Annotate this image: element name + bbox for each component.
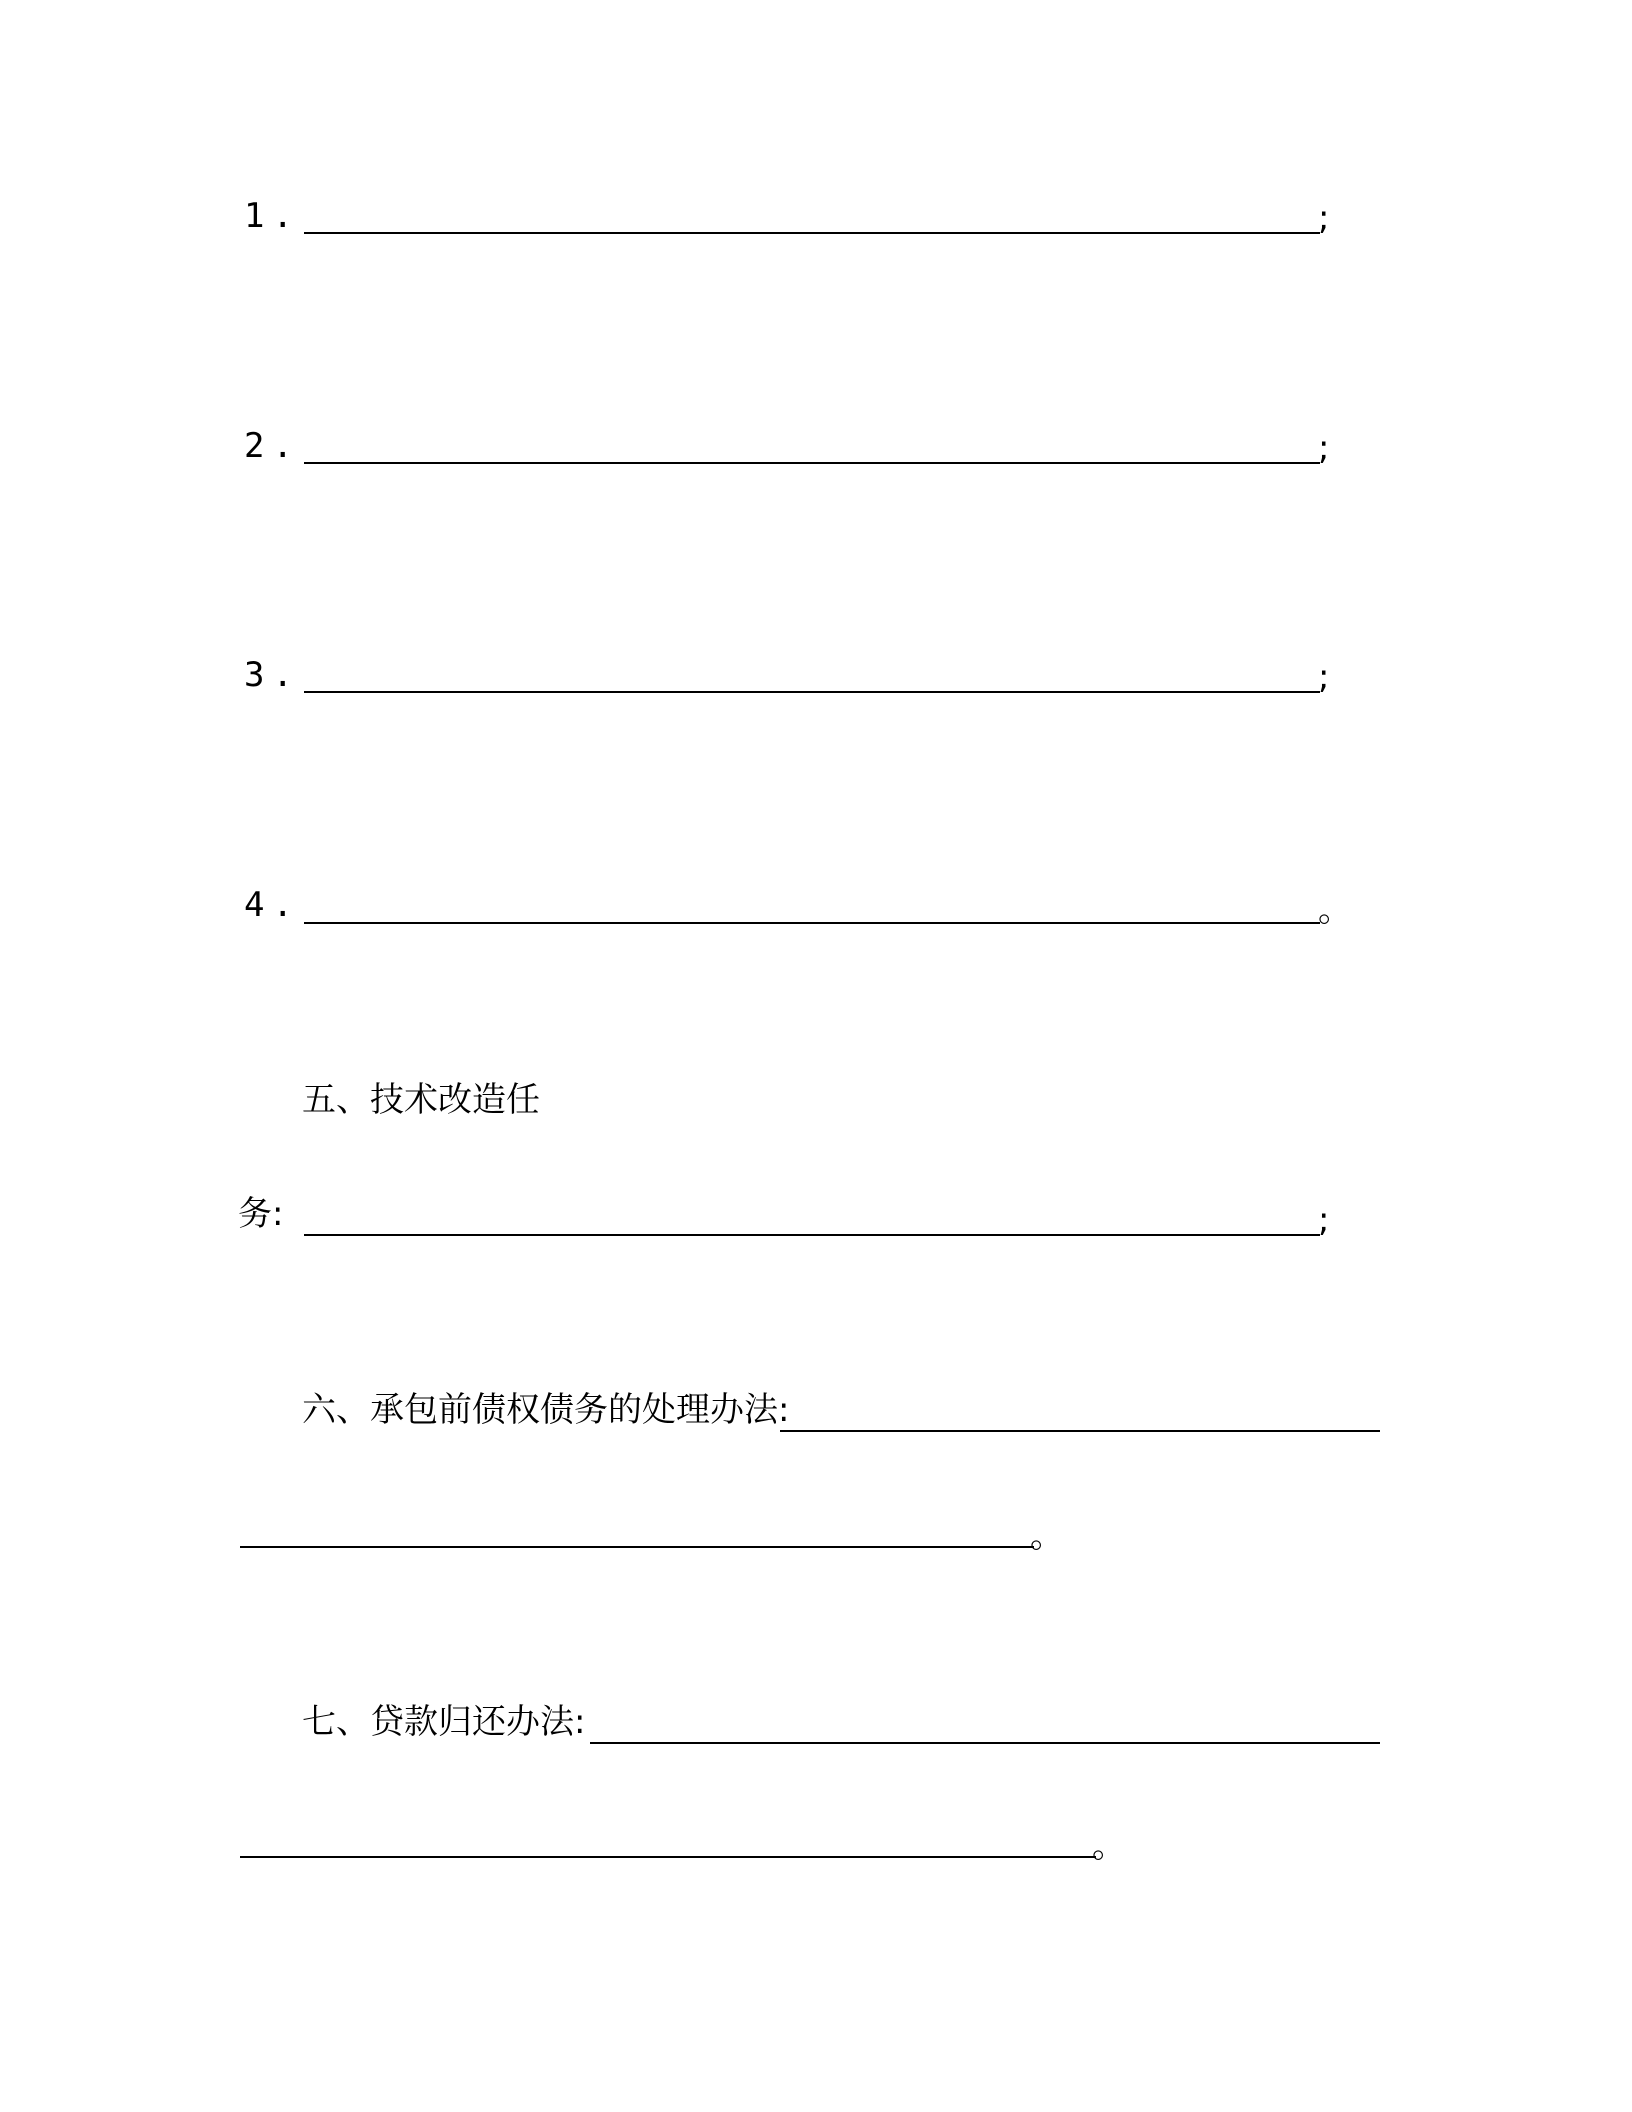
section-5-end-punct: ; (1318, 1200, 1330, 1240)
item-2-blank-line[interactable] (304, 462, 1320, 464)
item-4-end-punct: 。 (1318, 890, 1352, 930)
section-6-blank-line-1[interactable] (780, 1430, 1380, 1432)
section-6-blank-line-2[interactable] (240, 1546, 1034, 1548)
section-7-heading: 七、贷款归还办法: (302, 1702, 586, 1742)
item-2-number: 2. (244, 426, 301, 466)
section-5-blank-line[interactable] (304, 1234, 1320, 1236)
item-2-end-punct: ; (1318, 428, 1330, 468)
section-5-continuation: 务: (238, 1194, 284, 1234)
section-6-heading: 六、承包前债权债务的处理办法: (302, 1390, 790, 1430)
item-3-end-punct: ; (1318, 657, 1330, 697)
item-3-number: 3. (244, 655, 301, 695)
section-5-heading: 五、技术改造任 (302, 1080, 540, 1120)
item-3-blank-line[interactable] (304, 691, 1320, 693)
section-7-blank-line-1[interactable] (590, 1742, 1380, 1744)
item-1-blank-line[interactable] (304, 232, 1320, 234)
item-4-blank-line[interactable] (304, 922, 1320, 924)
section-7-end-punct: 。 (1092, 1826, 1126, 1866)
item-4-number: 4. (244, 885, 301, 925)
item-1-number: 1. (244, 196, 301, 236)
section-7-blank-line-2[interactable] (240, 1856, 1096, 1858)
section-6-end-punct: 。 (1030, 1516, 1064, 1556)
item-1-end-punct: ; (1318, 198, 1330, 238)
